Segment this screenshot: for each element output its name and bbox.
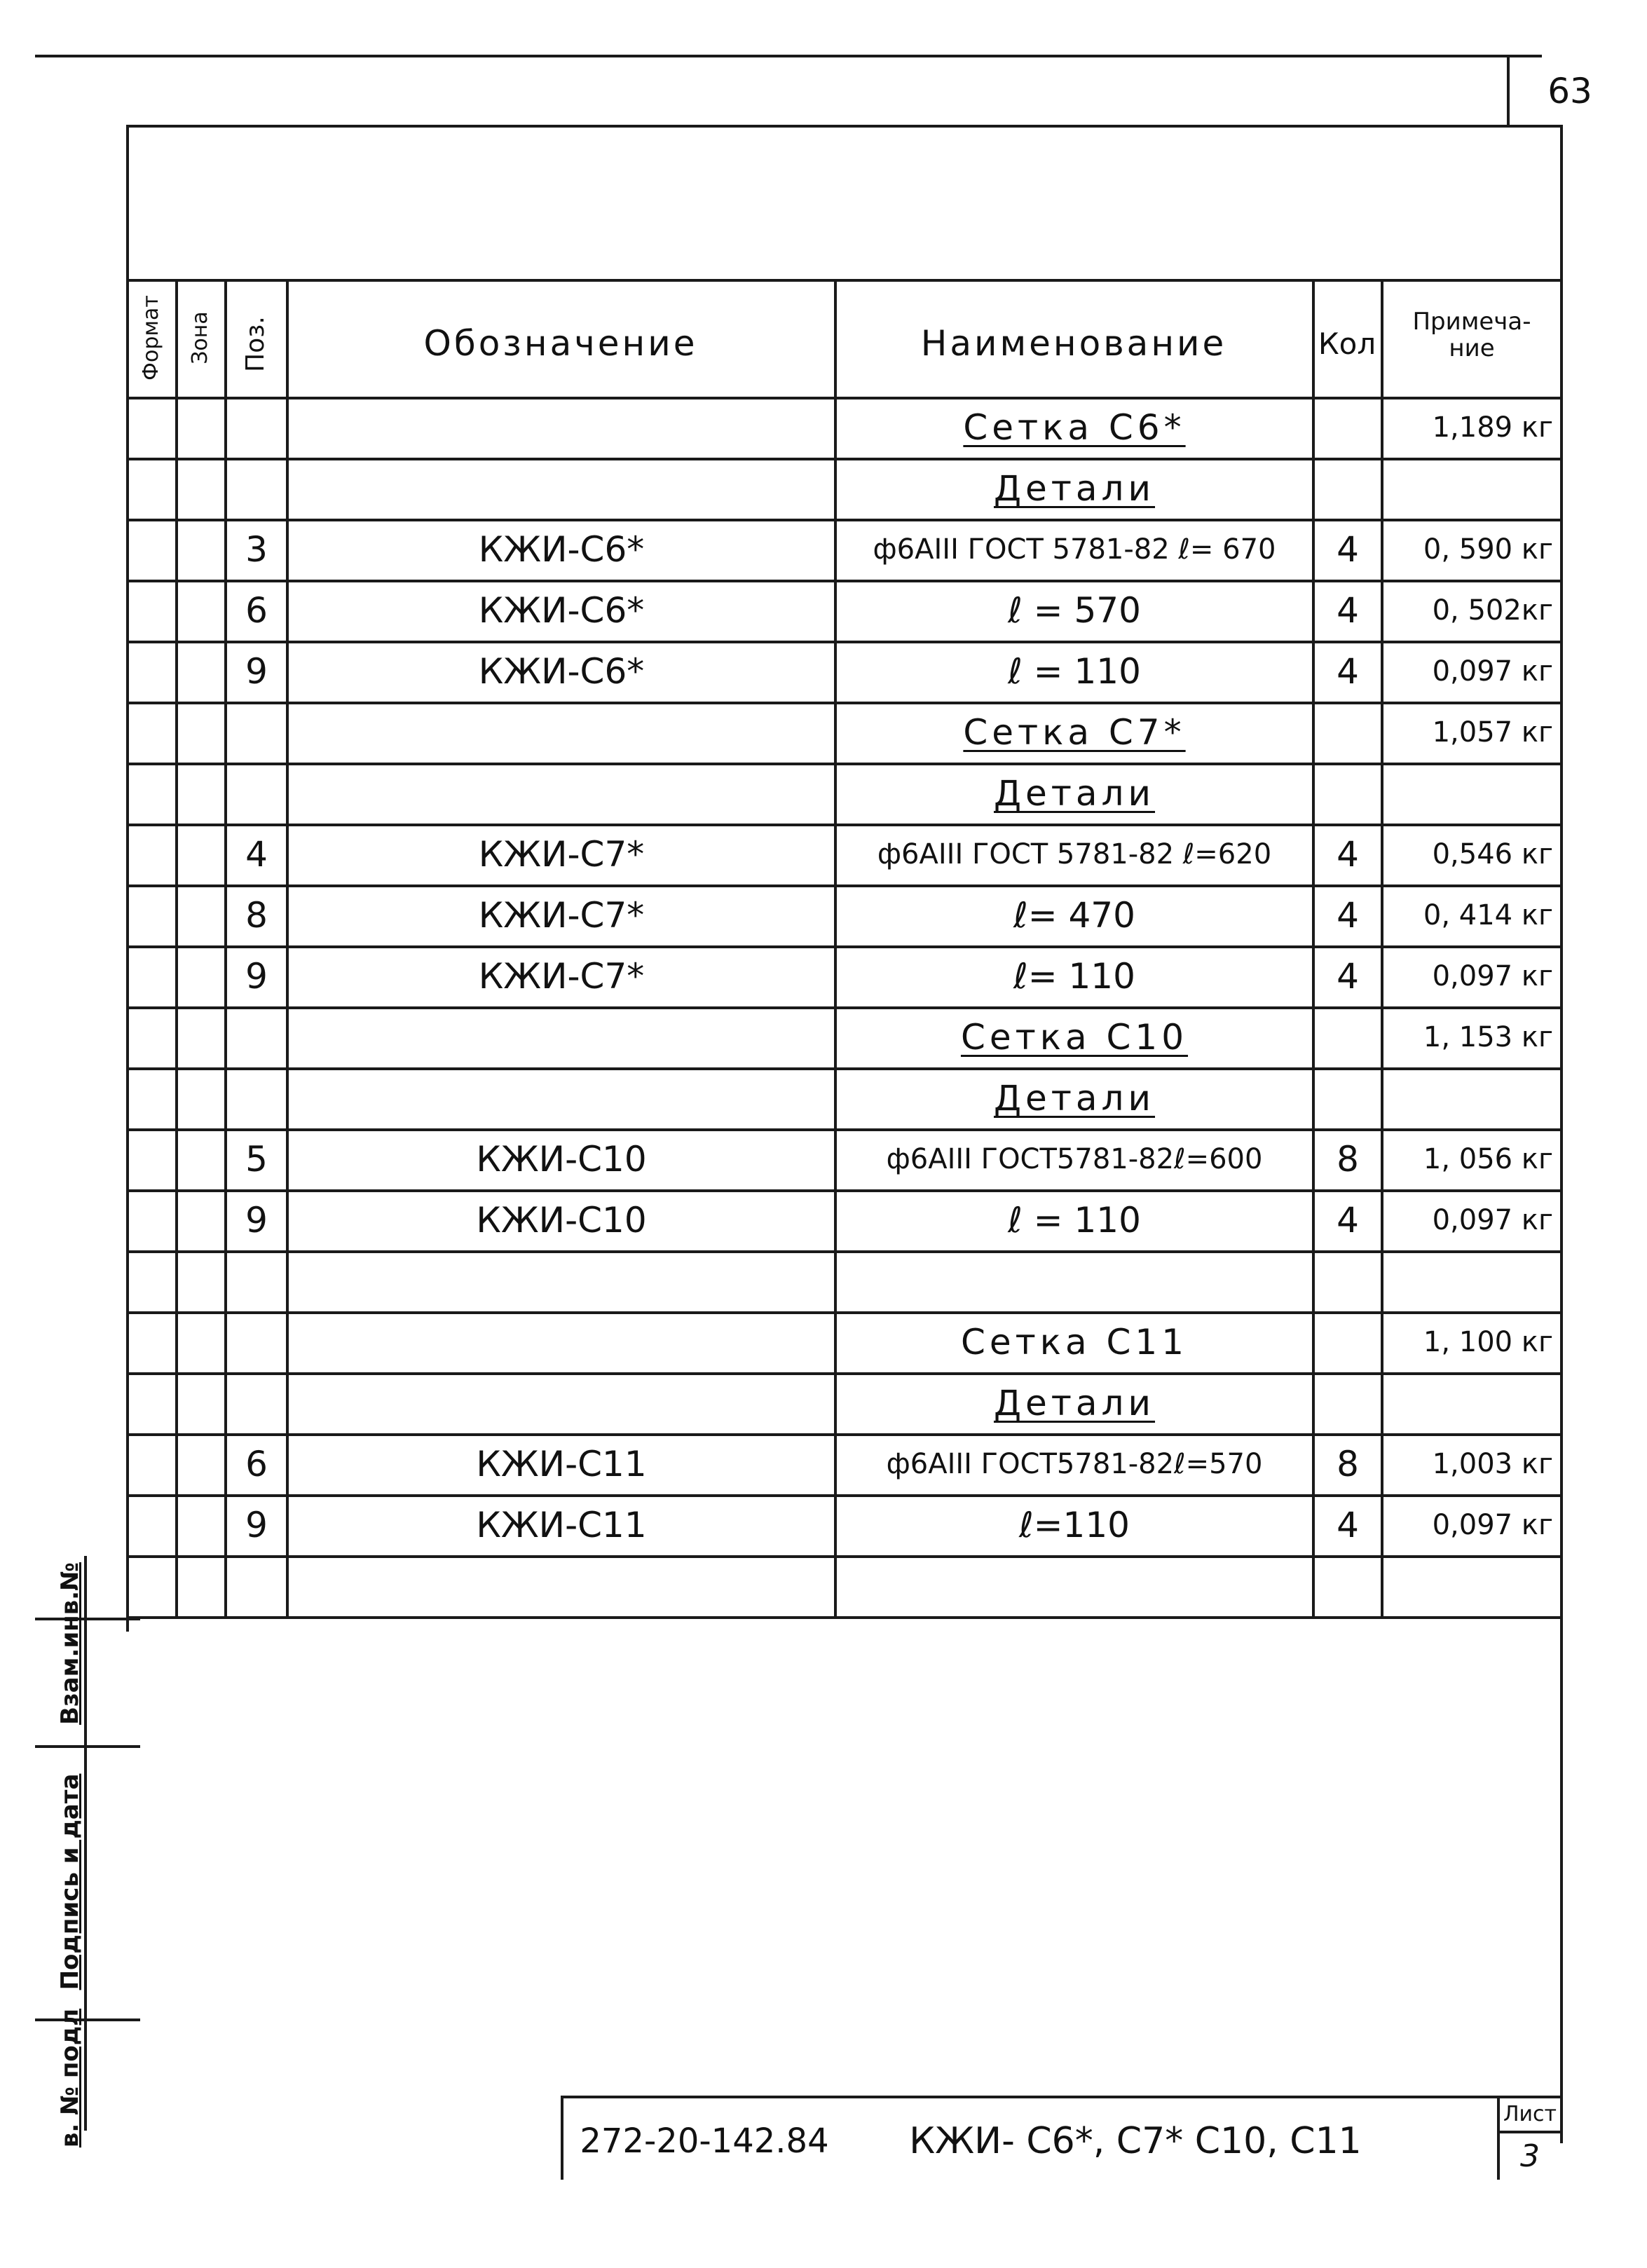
header-note-line1: Примеча- <box>1412 308 1531 336</box>
row-name: Сетка С11 <box>960 1321 1189 1362</box>
row-qty <box>1315 1372 1381 1433</box>
row-note <box>1383 1250 1560 1311</box>
titleblock-top <box>561 2096 1560 2098</box>
header-name: Наименование <box>920 323 1227 364</box>
page-number: 63 <box>1547 71 1592 111</box>
titleblock-left <box>561 2096 563 2180</box>
row-note: 1,057 кг <box>1432 716 1553 749</box>
row-name: Сетка С6* <box>963 407 1186 448</box>
stamp-inv-no: Взам.инв.№ <box>56 1562 84 1725</box>
header-format: Формат <box>138 295 163 381</box>
row-pos <box>227 458 286 519</box>
stamp-inv-orig: в. № подл <box>56 2008 84 2148</box>
row-qty <box>1315 458 1381 519</box>
row-name: Детали <box>993 467 1156 509</box>
header-top-rule <box>126 279 1560 282</box>
row-pos <box>227 1006 286 1067</box>
top-rule <box>35 55 1542 57</box>
row-name: ф6АIII ГОСТ 5781-82 ℓ= 670 <box>873 533 1276 566</box>
row-pos <box>227 397 286 458</box>
row-pos <box>227 1250 286 1311</box>
row-note: 0, 414 кг <box>1423 899 1553 931</box>
stamp-sign-date: Подпись и дата <box>56 1773 84 1990</box>
header-designation: Обозначение <box>423 323 698 364</box>
row-note: 1,003 кг <box>1432 1447 1553 1480</box>
header-note-line2: ние <box>1449 334 1495 362</box>
row-qty: 4 <box>1337 1504 1359 1545</box>
row-note: 0, 590 кг <box>1423 533 1553 566</box>
row-name: Сетка С7* <box>963 711 1186 753</box>
row-designation: КЖИ-С10 <box>476 1199 647 1241</box>
row-name: ℓ = 110 <box>1008 650 1141 692</box>
row-designation <box>289 1311 834 1372</box>
row-designation: КЖИ-С6* <box>478 650 645 692</box>
row-designation: КЖИ-С10 <box>476 1138 647 1180</box>
row-designation <box>289 1372 834 1433</box>
row-pos: 8 <box>245 894 268 936</box>
row-name: Детали <box>993 1077 1156 1119</box>
row-qty: 8 <box>1337 1443 1359 1484</box>
row-note <box>1383 763 1560 824</box>
row-designation <box>289 1067 834 1128</box>
row-rule <box>126 1616 1560 1619</box>
row-pos <box>227 1555 286 1616</box>
row-designation <box>289 1555 834 1616</box>
row-name: ℓ = 110 <box>1008 1199 1141 1241</box>
row-note: 0,097 кг <box>1432 655 1553 688</box>
row-pos: 6 <box>245 589 268 631</box>
row-pos: 3 <box>245 528 268 570</box>
row-note <box>1383 1067 1560 1128</box>
row-qty <box>1315 1250 1381 1311</box>
row-qty <box>1315 763 1381 824</box>
row-name: ℓ= 110 <box>1013 955 1135 997</box>
row-pos <box>227 1067 286 1128</box>
row-pos: 5 <box>245 1138 268 1180</box>
header-pos: Поз. <box>240 316 270 372</box>
row-designation <box>289 763 834 824</box>
row-name <box>837 1250 1312 1311</box>
header-note <box>1383 308 1560 392</box>
row-note: 1, 153 кг <box>1423 1020 1553 1053</box>
row-name: ℓ = 570 <box>1008 589 1141 631</box>
row-qty <box>1315 702 1381 763</box>
row-qty <box>1315 1555 1381 1616</box>
row-pos <box>227 702 286 763</box>
row-qty <box>1315 397 1381 458</box>
frame-top-rule <box>126 125 1563 128</box>
row-note: 0,097 кг <box>1432 959 1553 992</box>
sheet-label: Лист <box>1503 2101 1557 2126</box>
row-designation <box>289 397 834 458</box>
row-name: ф6АIII ГОСТ5781-82ℓ=570 <box>886 1447 1263 1480</box>
row-pos <box>227 1372 286 1433</box>
sheet-number: 3 <box>1520 2138 1540 2174</box>
row-note: 0,546 кг <box>1432 838 1553 870</box>
header-zone: Зона <box>187 311 212 364</box>
row-name: ℓ= 470 <box>1013 894 1135 936</box>
row-designation: КЖИ-С6* <box>478 528 645 570</box>
row-qty: 4 <box>1337 833 1359 875</box>
row-qty <box>1315 1006 1381 1067</box>
row-designation: КЖИ-С11 <box>476 1504 647 1545</box>
row-pos: 9 <box>245 650 268 692</box>
row-pos: 9 <box>245 1504 268 1545</box>
row-qty <box>1315 1067 1381 1128</box>
col-line-1 <box>175 279 178 1618</box>
row-pos <box>227 763 286 824</box>
row-designation: КЖИ-С11 <box>476 1443 647 1484</box>
row-pos: 6 <box>245 1443 268 1484</box>
row-note: 0, 502кг <box>1432 594 1553 627</box>
row-qty: 4 <box>1337 894 1359 936</box>
row-name: ф6АIII ГОСТ 5781-82 ℓ=620 <box>877 838 1272 870</box>
row-designation: КЖИ-С7* <box>478 833 645 875</box>
row-designation <box>289 1250 834 1311</box>
row-pos: 9 <box>245 955 268 997</box>
row-pos <box>227 1311 286 1372</box>
row-name: Сетка С10 <box>960 1016 1189 1058</box>
row-qty: 8 <box>1337 1138 1359 1180</box>
row-note: 0,097 кг <box>1432 1203 1553 1236</box>
row-name: Детали <box>993 1382 1156 1423</box>
row-note: 1, 056 кг <box>1423 1142 1553 1175</box>
row-note <box>1383 1372 1560 1433</box>
row-pos: 4 <box>245 833 268 875</box>
row-name: Детали <box>993 772 1156 814</box>
row-designation <box>289 702 834 763</box>
header-qty: Кол <box>1318 326 1376 361</box>
row-qty: 4 <box>1337 528 1359 570</box>
row-note <box>1383 458 1560 519</box>
row-note: 1,189 кг <box>1432 411 1553 444</box>
frame-right <box>1560 125 1563 2143</box>
row-note <box>1383 1555 1560 1616</box>
page-number-divider <box>1507 55 1510 125</box>
row-note: 0,097 кг <box>1432 1508 1553 1541</box>
row-qty <box>1315 1311 1381 1372</box>
doc-code: 272-20-142.84 <box>580 2122 829 2161</box>
row-qty: 4 <box>1337 650 1359 692</box>
row-designation: КЖИ-С6* <box>478 589 645 631</box>
row-qty: 4 <box>1337 1199 1359 1241</box>
row-name: ℓ=110 <box>1019 1504 1130 1545</box>
row-pos: 9 <box>245 1199 268 1241</box>
row-designation: КЖИ-С7* <box>478 894 645 936</box>
row-qty: 4 <box>1337 955 1359 997</box>
row-qty: 4 <box>1337 589 1359 631</box>
row-note: 1, 100 кг <box>1423 1325 1553 1358</box>
row-designation <box>289 1006 834 1067</box>
row-designation <box>289 458 834 519</box>
row-designation: КЖИ-С7* <box>478 955 645 997</box>
row-name: ф6АIII ГОСТ5781-82ℓ=600 <box>886 1142 1263 1175</box>
doc-title: КЖИ- С6*, С7* С10, С11 <box>909 2120 1362 2162</box>
row-name <box>837 1555 1312 1616</box>
